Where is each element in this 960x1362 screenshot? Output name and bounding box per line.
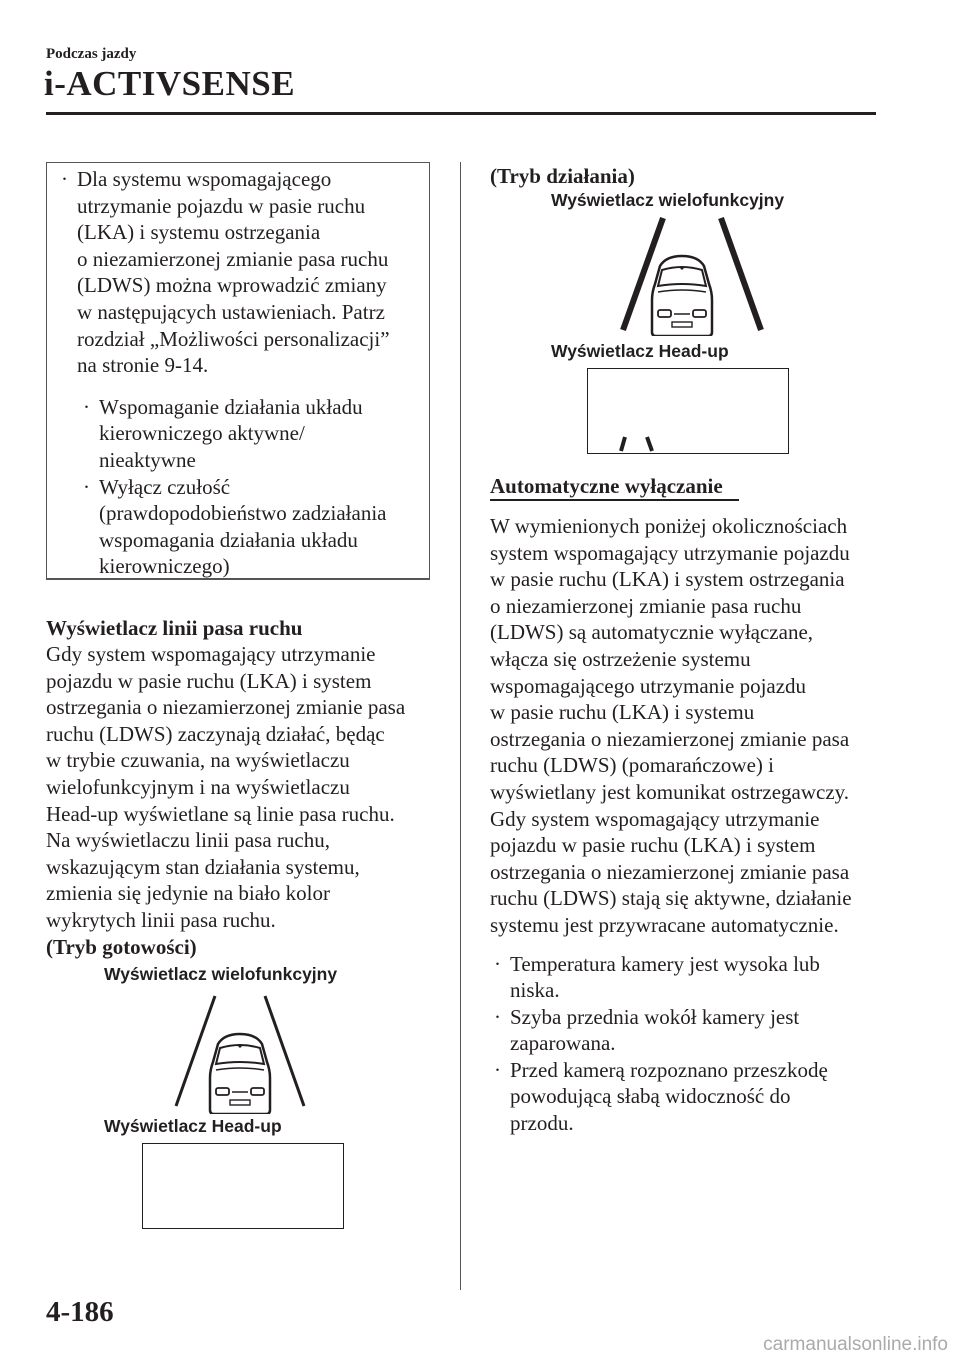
auto-off-bullet: · Szyba przednia wokół kamery jest zaparowana. bbox=[494, 1004, 800, 1056]
standby-multi-display-figure bbox=[160, 992, 320, 1114]
note-sub-bullet: · Wyłącz czułość (prawdopodobieństwo zadziałania wspomagania działania układu kierowniczego) bbox=[83, 474, 387, 579]
column-divider bbox=[460, 162, 461, 1290]
operation-hud-display bbox=[587, 368, 789, 454]
lane-display-section bbox=[46, 615, 446, 960]
hud-right-lane-mark bbox=[647, 437, 652, 451]
lane-display-heading: Wyświetlacz linii pasa ruchu bbox=[46, 616, 303, 640]
hud-lane-marks bbox=[588, 369, 788, 453]
standby-multi-label: Wyświetlacz wielofunkcyjny bbox=[104, 964, 338, 984]
header-rule bbox=[46, 112, 876, 115]
standby-hud-label: Wyświetlacz Head-up bbox=[104, 1116, 282, 1136]
note-bullet-main: · Dla systemu wspomagającego utrzymanie pojazdu w pasie ruchu (LKA) i systemu ostrzegania o niezamierzonej zmianie pasa ruchu (LDWS) można wprowadzić zmiany w następujących ustawieniach. Patrz rozdział „Możliwości personalizacji” na stronie 9-14. bbox=[61, 167, 390, 378]
standby-hud-display bbox=[142, 1143, 344, 1229]
note-box bbox=[46, 162, 430, 580]
lane-display-body: Gdy system wspomagający utrzymanie pojazdu w pasie ruchu (LKA) i system ostrzegania o niezamierzonej zmianie pasa ruchu (LDWS) zaczynają działać, będąc w trybie czuwania, na wyświetlaczu wielofunkcyjnym i na wyświetlaczu Head-up wyświetlane są linie pasa ruchu. Na wyświetlaczu linii pasa ruchu, wskazującym stan działania systemu, zmienia się jedynie na biało kolor wykrytych linii pasa ruchu. bbox=[46, 642, 406, 932]
hud-left-lane-mark bbox=[621, 437, 625, 451]
auto-off-bullet: · Przed kamerą rozpoznano przeszkodę powodującą słabą widoczność do przodu. bbox=[494, 1057, 828, 1136]
operation-hud-label: Wyświetlacz Head-up bbox=[551, 341, 729, 361]
auto-off-section bbox=[490, 474, 890, 1137]
auto-off-heading: Automatyczne wyłączanie bbox=[490, 474, 723, 498]
operation-heading: (Tryb działania) bbox=[490, 164, 635, 188]
section-title: i-ACTIVSENSE bbox=[44, 64, 296, 103]
watermark: carmanualsonline.info bbox=[763, 1334, 948, 1355]
operation-multi-display-figure bbox=[612, 214, 772, 336]
heading-underline bbox=[490, 499, 739, 501]
car-icon bbox=[652, 256, 712, 336]
bullet-dot: · bbox=[61, 167, 68, 191]
note-sub-bullet: · Wspomaganie działania układu kierowniczego aktywne/ nieaktywne bbox=[83, 394, 363, 472]
page-number: 4-186 bbox=[46, 1296, 114, 1328]
auto-off-bullet: · Temperatura kamery jest wysoka lub niska. bbox=[494, 951, 820, 1003]
auto-off-body: W wymienionych poniżej okolicznościach system wspomagający utrzymanie pojazdu w pasie ruchu (LKA) i system ostrzegania o niezamierzonej zmianie pasa ruchu (LDWS) są automatycznie wyłączane, włącza się ostrzeżenie systemu wspomagającego utrzymanie pojazdu w pasie ruchu (LKA) i systemu ostrzegania o niezamierzonej zmianie pasa ruchu (LDWS) (pomarańczowe) i wyświetlany jest komunikat ostrzegawczy. Gdy system wspomagający utrzymanie pojazdu w pasie ruchu (LKA) i system ostrzegania o niezamierzonej zmianie pasa ruchu (LDWS) stają się aktywne, działanie systemu jest przywracane automatycznie. bbox=[490, 514, 852, 937]
operation-multi-label: Wyświetlacz wielofunkcyjny bbox=[551, 190, 785, 210]
section-label: Podczas jazdy bbox=[46, 46, 137, 62]
car-icon bbox=[210, 1034, 270, 1114]
right-lane-line-active bbox=[721, 218, 761, 330]
standby-heading: (Tryb gotowości) bbox=[46, 934, 197, 959]
